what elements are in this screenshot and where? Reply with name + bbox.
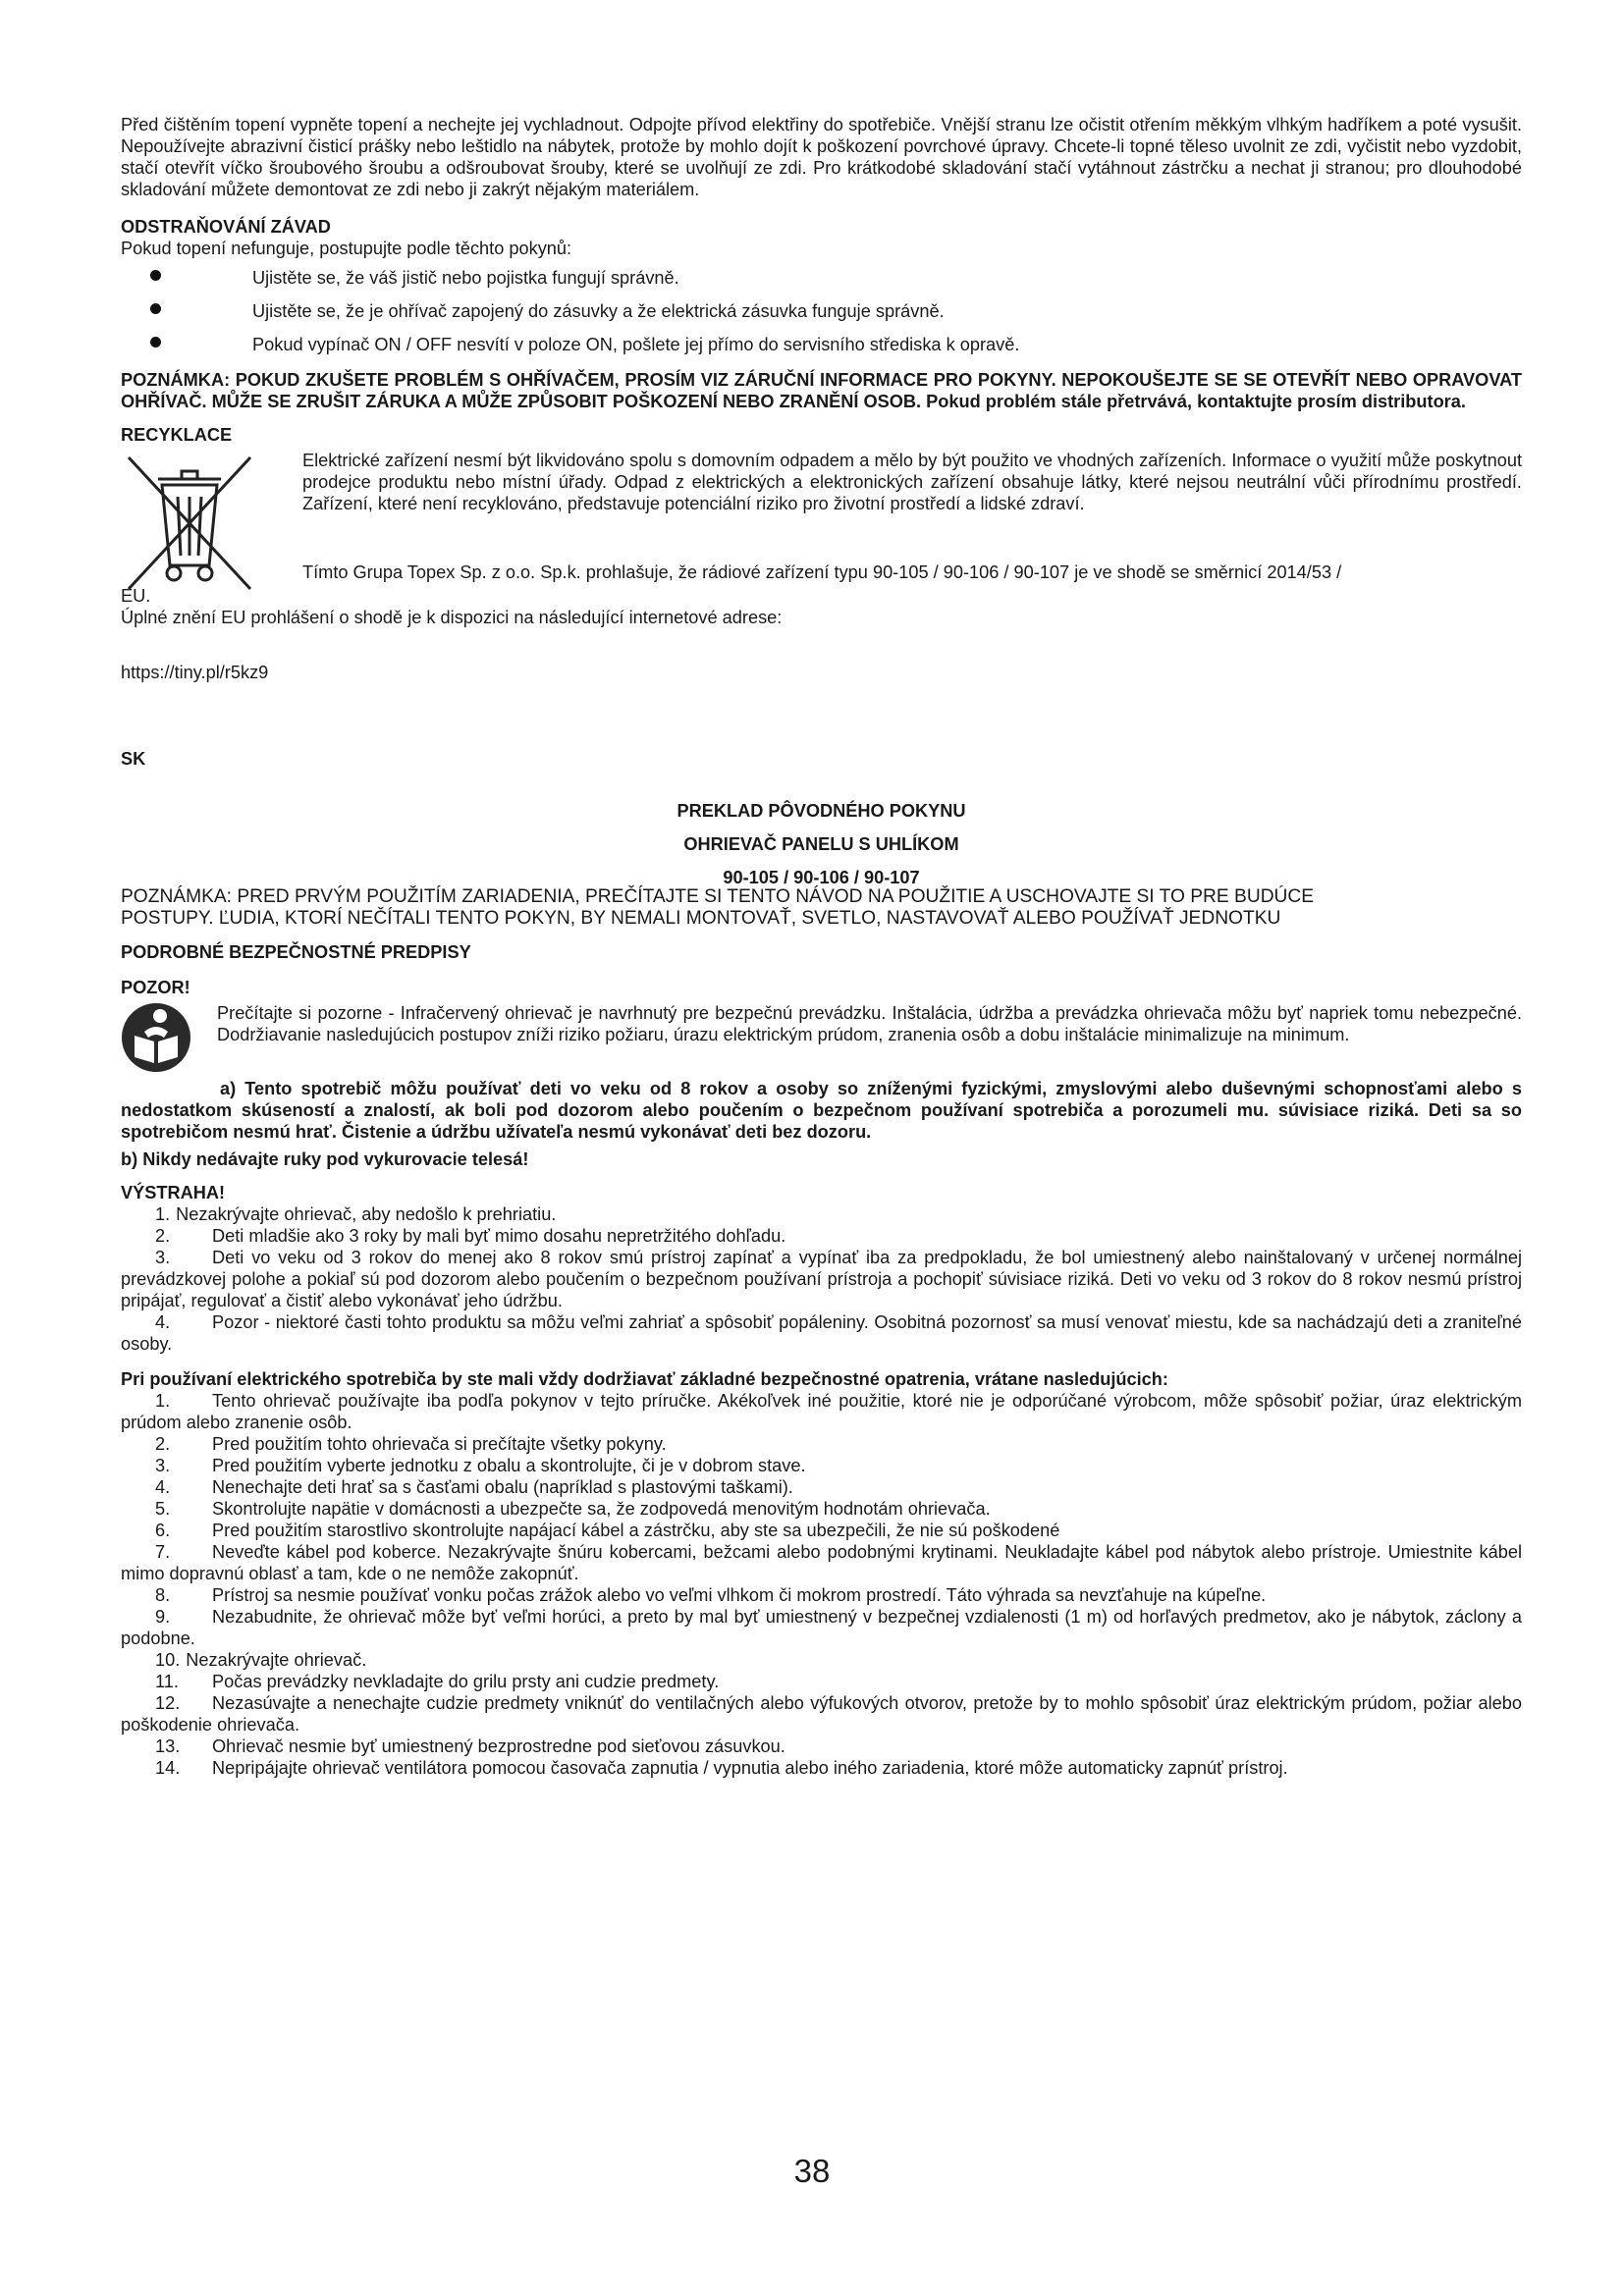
list-item	[121, 1203, 1522, 1225]
bullet-icon	[150, 303, 161, 314]
item-number: 13.	[155, 1736, 181, 1756]
item-number: 2.	[155, 1226, 171, 1246]
item-text: Ohrievač nesmie byť umiestnený bezprostredne pod sieťovou zásuvkou.	[212, 1736, 785, 1756]
list-item	[121, 1390, 1522, 1433]
precautions-list	[121, 1390, 1522, 1779]
list-item	[121, 1692, 1522, 1735]
list-item	[121, 1520, 1522, 1541]
safety-heading: PODROBNÉ BEZPEČNOSTNÉ PREDPISY	[121, 942, 471, 962]
item-number: 8.	[155, 1585, 171, 1605]
item-text: Prístroj sa nesmie používať vonku počas zrážok alebo vo veľmi vlhkom či mokrom prostredí. Táto výhrada sa nevzťahuje na kúpeľne.	[212, 1585, 1267, 1605]
list-item	[121, 1757, 1522, 1779]
troubleshooting-intro: Pokud topení nefunguje, postupujte podle těchto pokynů:	[121, 239, 572, 258]
item-text: Pred použitím vyberte jednotku z obalu a skontrolujte, či je v dobrom stave.	[212, 1456, 806, 1475]
warning-heading: VÝSTRAHA!	[121, 1183, 226, 1202]
list-item	[121, 1433, 1522, 1455]
troubleshooting-list	[121, 267, 1522, 367]
item-number: 4.	[155, 1477, 171, 1497]
sk-note-line-2: POSTUPY. ĽUDIA, KTORÍ NEČÍTALI TENTO POKYN, BY NEMALI MONTOVAŤ, SVETLO, NASTAVOVAŤ ALEBO POUŽÍVAŤ JEDNOTKU	[121, 908, 1281, 929]
list-item	[121, 1541, 1522, 1584]
list-item	[121, 1247, 1522, 1311]
item-text: Pred použitím starostlivo skontrolujte napájací kábel a zástrčku, aby ste sa ubezpečili, že nie sú poškodené	[212, 1521, 1060, 1540]
item-number: 5.	[155, 1499, 171, 1519]
item-text: Pred použitím tohto ohrievača si prečítajte všetky pokyny.	[212, 1434, 667, 1454]
list-item	[121, 1584, 1522, 1606]
title-product: OHRIEVAČ PANELU S UHLÍKOM	[683, 834, 959, 854]
item-text: Skontrolujte napätie v domácnosti a ubezpečte sa, že zodpovedá menovitým hodnotám ohrievača.	[212, 1499, 991, 1519]
declaration-text: Tímto Grupa Topex Sp. z o.o. Sp.k. prohlašuje, že rádiové zařízení typu 90-105 / 90-106 / 90-107 je ve shodě se směrnicí 2014/53 /	[302, 562, 1342, 582]
item-text: Nezabudnite, že ohrievač môže byť veľmi horúci, a preto by mal byť umiestnený v bezpečnej vzdialenosti (1 m) od horľavých predmetov, ako je nábytok, záclony a podobne.	[121, 1607, 1522, 1648]
language-code: SK	[121, 749, 146, 769]
item-number: 1.	[155, 1204, 171, 1224]
weee-crossed-bin-icon	[121, 450, 302, 607]
list-item	[121, 1606, 1522, 1649]
item-number: 11.	[155, 1672, 179, 1691]
recycling-heading: RECYKLACE	[121, 425, 233, 445]
item-number: 6.	[155, 1521, 171, 1540]
item-text: Tento ohrievač používajte iba podľa pokynov v tejto príručke. Akékoľvek iné použitie, ktoré nie je odporúčané výrobcom, môže spôsobiť požiar, úraz elektrickým prúdom alebo zranenie osôb.	[121, 1391, 1522, 1432]
caution-text: Prečítajte si pozorne - Infračervený ohrievač je navrhnutý pre bezpečnú prevádzku. Inštalácia, údržba a prevádzka ohrievača môžu byť napriek tomu nebezpečné. Dodržiavanie nasledujúcich postupov zníži riziko požiaru, úrazu elektrickým prúdom, zranenia osôb a dobu inštalácie minimalizuje na minimum.	[217, 1003, 1522, 1044]
item-number: 3.	[155, 1456, 171, 1475]
list-item	[121, 1455, 1522, 1476]
title-models: 90-105 / 90-106 / 90-107	[723, 868, 920, 887]
declaration-url[interactable]: https://tiny.pl/r5kz9	[121, 663, 269, 682]
title-translation: PREKLAD PÔVODNÉHO POKYNU	[677, 801, 966, 821]
item-number: 1.	[155, 1391, 171, 1411]
cleaning-paragraph: Před čištěním topení vypněte topení a nechejte jej vychladnout. Odpojte přívod elektřiny do spotřebiče. Vnější stranu lze očistit otřením měkkým vlhkým hadříkem a poté vysušit. Nepoužívejte abrazivní čisticí prášky nebo leštidlo na nábytek, protože by mohlo dojít k poškození povrchové úpravy. Chcete-li topné těleso uvolnit ze zdi, vyčistit nebo vyzdobit, stačí otevřít víčko šroubového šroubu a odšroubovat šrouby, které se uvolňují ze zdi. Pro krátkodobé skladování stačí vytáhnout zástrčku a nechat ji stranou; pro dlouhodobé skladování můžete demontovat ze zdi nebo ji zakrýt nějakým materiálem.	[121, 115, 1522, 199]
read-manual-icon	[121, 1002, 217, 1078]
caution-section	[121, 1002, 1522, 1078]
item-text: Nepripájajte ohrievač ventilátora pomocou časovača zapnutia / vypnutia alebo iného zariadenia, ktoré môže automaticky zapnúť prístroj.	[212, 1758, 1288, 1778]
list-item	[121, 1311, 1522, 1355]
list-item: Ujistěte se, že je ohřívač zapojený do zásuvky a že elektrická zásuvka funguje správně.	[121, 300, 1522, 334]
item-text: Nezakrývajte ohrievač.	[186, 1650, 367, 1670]
list-item	[121, 1649, 1522, 1671]
item-text: Deti mladšie ako 3 roky by mali byť mimo dosahu nepretržitého dohľadu.	[212, 1226, 786, 1246]
bullet-icon	[150, 270, 161, 281]
bullet-icon	[150, 337, 161, 347]
sk-note-line-1: POZNÁMKA: PRED PRVÝM POUŽITÍM ZARIADENIA, PREČÍTAJTE SI TENTO NÁVOD NA POUŽITIE A USCHOVAJTE SI TO PRE BUDÚCE	[121, 886, 1315, 907]
list-item	[121, 1671, 1522, 1692]
item-text: Počas prevádzky nevkladajte do grilu prsty ani cudzie predmety.	[212, 1672, 720, 1691]
item-number: 7.	[155, 1542, 171, 1562]
caution-heading: POZOR!	[121, 978, 190, 997]
document-page	[121, 114, 1522, 1779]
item-number: 4.	[155, 1312, 171, 1332]
list-item	[121, 1735, 1522, 1757]
note-paragraph: POZNÁMKA: POKUD ZKUŠETE PROBLÉM S OHŘÍVAČEM, PROSÍM VIZ ZÁRUČNÍ INFORMACE PRO POKYNY. NEPOKOUŠEJTE SE SE OTEVŘÍT NEBO OPRAVOVAT OHŘÍVAČ. MŮŽE SE ZRUŠIT ZÁRUKA A MŮŽE ZPŮSOBIT POŠKOZENÍ NEBO ZRANĚNÍ OSOB. Pokud problém stále přetrvává, kontaktujte prosím distributora.	[121, 370, 1522, 411]
list-item: Ujistěte se, že váš jistič nebo pojistka fungují správně.	[121, 267, 1522, 300]
item-number: 10.	[155, 1650, 181, 1670]
item-text: Nezasúvajte a nenechajte cudzie predmety vniknúť do ventilačných alebo výfukových otvorov, pretože by to mohlo spôsobiť úraz elektrickým prúdom, požiar alebo poškodenie ohrievača.	[121, 1693, 1522, 1735]
item-number: 3.	[155, 1248, 171, 1267]
item-text: Nenechajte deti hrať sa s časťami obalu (napríklad s plastovými taškami).	[212, 1477, 793, 1497]
recycling-section	[121, 450, 1522, 607]
item-number: 2.	[155, 1434, 171, 1454]
list-item	[121, 1498, 1522, 1520]
declaration-eu: EU.	[121, 586, 151, 606]
list-item	[121, 1476, 1522, 1498]
declaration-full: Úplné znění EU prohlášení o shodě je k dispozici na následující internetové adrese:	[121, 608, 783, 627]
item-number: 9.	[155, 1607, 171, 1627]
caution-point-b: b) Nikdy nedávajte ruky pod vykurovacie telesá!	[121, 1149, 529, 1169]
warning-list	[121, 1203, 1522, 1355]
item-text: Deti vo veku od 3 rokov do menej ako 8 rokov smú prístroj zapínať a vypínať iba za predpokladu, že bol umiestnený alebo nainštalovaný v určenej normálnej prevádzkovej polohe a pokiaľ sú pod dozorom alebo poučením o bezpečnom používaní prístroja a pochopiť súvisiace riziká. Deti vo veku od 3 rokov do 8 rokov nesmú prístroj pripájať, regulovať a čistiť alebo vykonávať jeho údržbu.	[121, 1248, 1522, 1310]
item-number: 14.	[155, 1758, 181, 1778]
item-text: Neveďte kábel pod koberce. Nezakrývajte šnúru kobercami, bežcami alebo podobnými krytinami. Neukladajte kábel pod nábytok alebo prístroje. Umiestnite kábel mimo dopravnú oblasť a tam, kde o ne nemôže zakopnúť.	[121, 1542, 1522, 1583]
item-number: 12.	[155, 1693, 181, 1713]
caution-point-a: a) Tento spotrebič môžu používať deti vo veku od 8 rokov a osoby so zníženými fyzickými, zmyslovými alebo duševnými schopnosťami alebo s nedostatkom skúseností a znalostí, ak boli pod dozorom alebo poučením o bezpečnom používaní spotrebiča a porozumeli mu. súvisiace riziká. Deti sa so spotrebičom nesmú hrať. Čistenie a údržbu užívateľa nesmú vykonávať deti bez dozoru.	[121, 1079, 1522, 1142]
precautions-heading: Pri používaní elektrického spotrebiča by ste mali vždy dodržiavať základné bezpečnostné opatrenia, vrátane nasledujúcich:	[121, 1369, 1168, 1389]
troubleshooting-heading: ODSTRAŇOVÁNÍ ZÁVAD	[121, 217, 331, 237]
list-item: Pokud vypínač ON / OFF nesvítí v poloze ON, pošlete jej přímo do servisního střediska k opravě.	[121, 334, 1522, 367]
item-text: Pozor - niektoré časti tohto produktu sa môžu veľmi zahriať a spôsobiť popáleniny. Osobitná pozornosť sa musí venovať miestu, kde sa nachádzajú deti a zraniteľné osoby.	[121, 1312, 1522, 1354]
list-item	[121, 1225, 1522, 1247]
item-text: Nezakrývajte ohrievač, aby nedošlo k prehriatiu.	[176, 1204, 557, 1224]
page-number: 38	[793, 2153, 831, 2189]
recycling-text: Elektrické zařízení nesmí být likvidováno spolu s domovním odpadem a mělo by být použito ve vhodných zařízeních. Informace o využití může poskytnout prodejce produktu nebo místní úřady. Odpad z elektrických a elektronických zařízení obsahuje látky, které nejsou neutrální vůči přírodnímu prostředí. Zařízení, které není recyklováno, představuje potenciální riziko pro životní prostředí a lidské zdraví.	[302, 451, 1522, 513]
